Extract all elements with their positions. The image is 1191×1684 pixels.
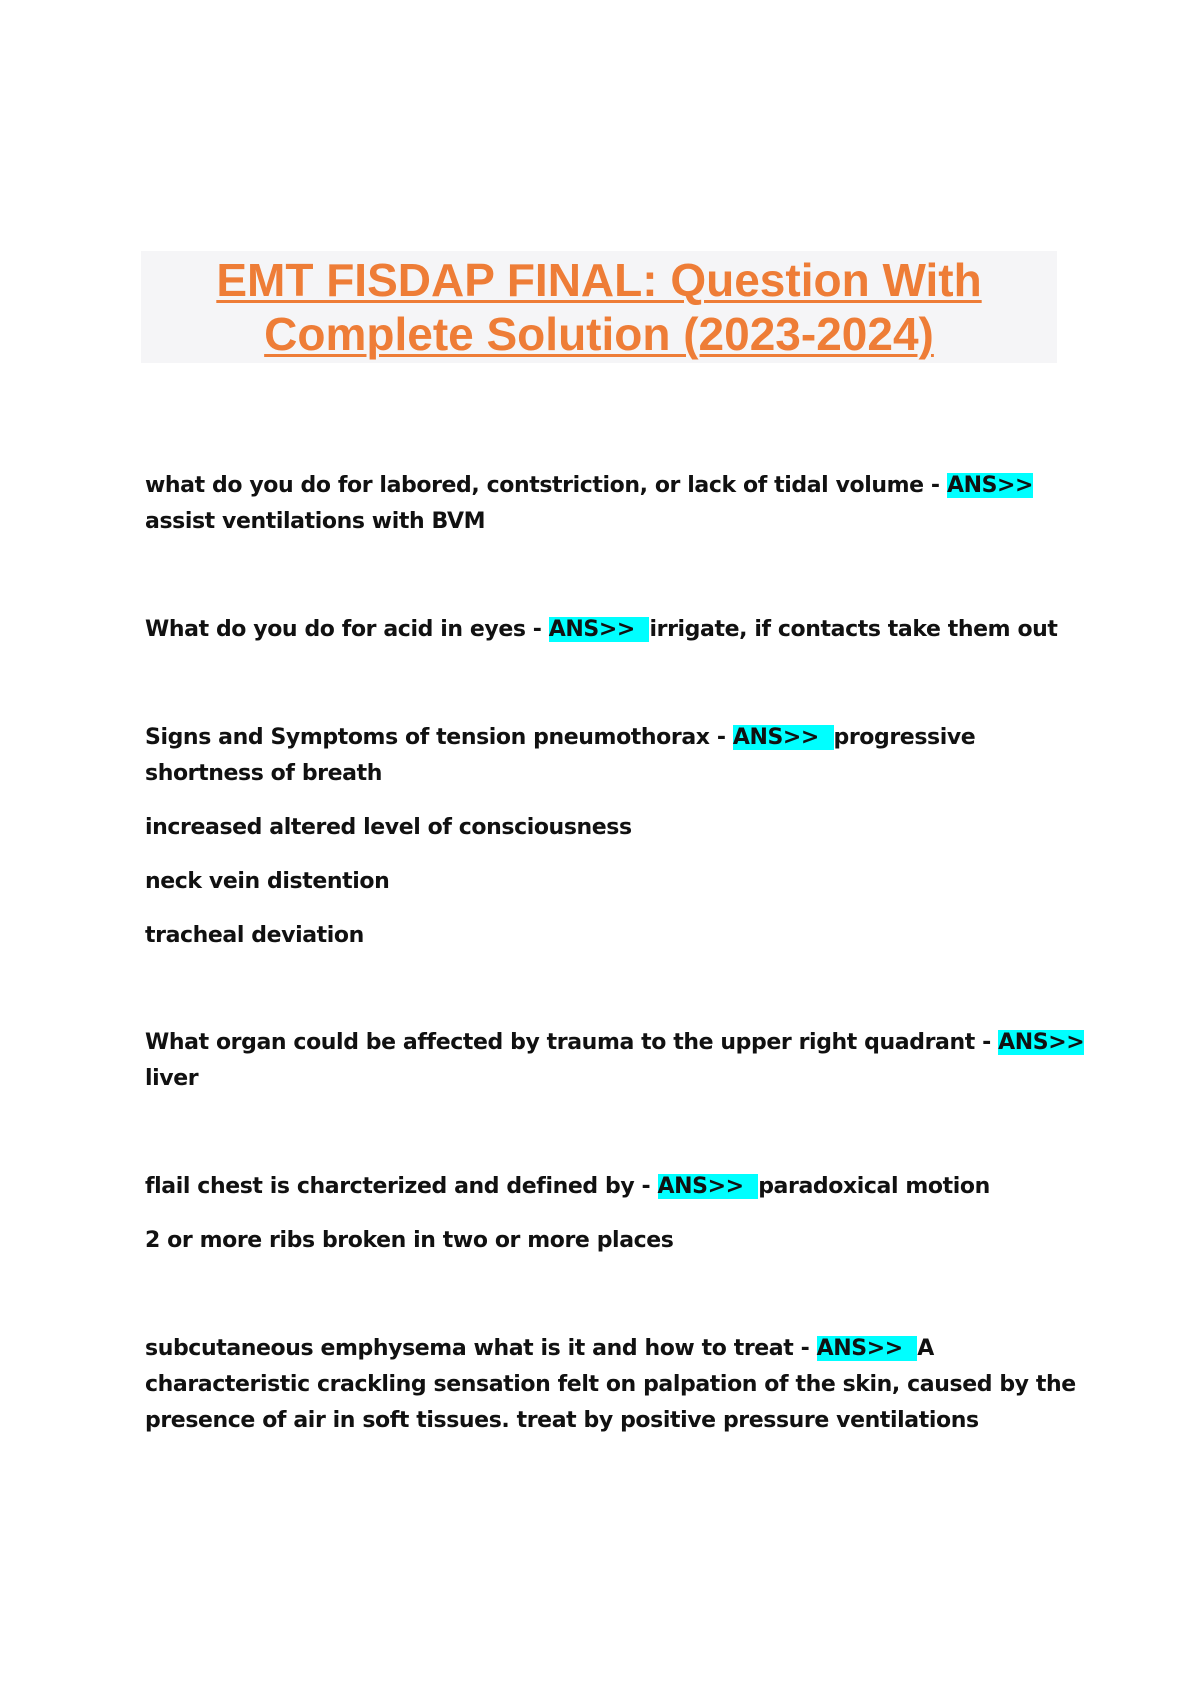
qa-3-answer-line: increased altered level of consciousness xyxy=(145,815,632,840)
question-text: subcutaneous emphysema what is it and how to treat - xyxy=(145,1336,817,1361)
qa-1-question-line xyxy=(145,471,1033,501)
ans-marker: ANS>> xyxy=(817,1336,918,1361)
qa-3-question-line xyxy=(145,723,975,753)
ans-marker: ANS>> xyxy=(549,617,650,642)
qa-6-answer-line: presence of air in soft tissues. treat by positive pressure ventilations xyxy=(145,1408,979,1433)
title-line-2: Complete Solution (2023-2024) xyxy=(264,308,934,360)
ans-marker: ANS>> xyxy=(658,1174,759,1199)
qa-3-answer-line: neck vein distention xyxy=(145,869,390,894)
answer-text: irrigate, if contacts take them out xyxy=(649,617,1058,642)
question-text: What organ could be affected by trauma to the upper right quadrant - xyxy=(145,1030,999,1055)
qa-4-answer-line: liver xyxy=(145,1066,199,1091)
qa-3-answer-line: tracheal deviation xyxy=(145,923,364,948)
ans-marker: ANS>> xyxy=(946,473,1034,498)
answer-text: paradoxical motion xyxy=(758,1174,990,1199)
qa-6-question-line xyxy=(145,1334,934,1364)
qa-1-answer-line: assist ventilations with BVM xyxy=(145,509,486,534)
qa-6-answer-line: characteristic crackling sensation felt on palpation of the skin, caused by the xyxy=(145,1372,1076,1397)
question-text: What do you do for acid in eyes - xyxy=(145,617,549,642)
document-title xyxy=(141,251,1057,363)
qa-4-question-line xyxy=(145,1028,1084,1058)
ans-marker: ANS>> xyxy=(733,725,834,750)
question-text: Signs and Symptoms of tension pneumothorax - xyxy=(145,725,733,750)
answer-text: A xyxy=(917,1336,934,1361)
question-text: flail chest is charcterized and defined by - xyxy=(145,1174,658,1199)
ans-marker: ANS>> xyxy=(998,1030,1085,1055)
qa-3-answer-line: shortness of breath xyxy=(145,761,382,786)
title-line-1: EMT FISDAP FINAL: Question With xyxy=(216,254,982,306)
answer-text: progressive xyxy=(833,725,976,750)
qa-2-question-line xyxy=(145,615,1058,645)
qa-5-question-line xyxy=(145,1172,990,1202)
question-text: what do you do for labored, contstriction, or lack of tidal volume - xyxy=(145,473,947,498)
qa-5-answer-line: 2 or more ribs broken in two or more places xyxy=(145,1228,674,1253)
